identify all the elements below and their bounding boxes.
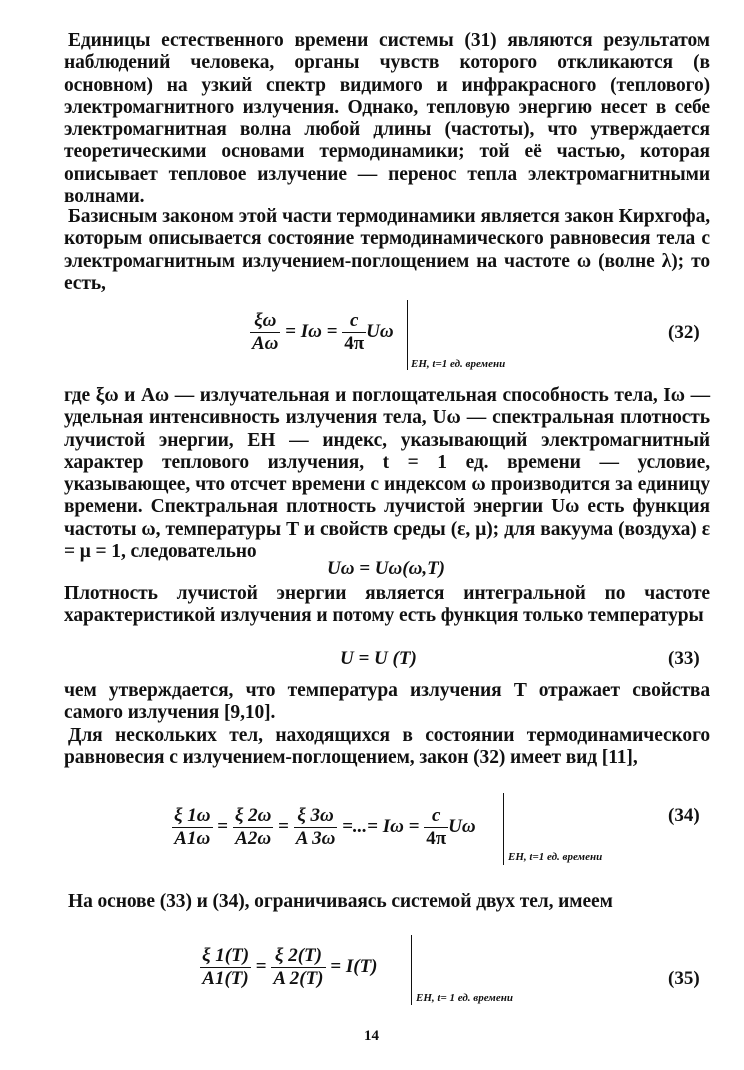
eq34-f1-den: A1ω	[174, 828, 211, 849]
eq34-f2-num: ξ 2ω	[234, 805, 272, 826]
eq32-4pi: 4π	[344, 333, 365, 354]
equation-number-34: (34)	[668, 805, 700, 826]
fraction-xi-over-a	[250, 310, 280, 355]
fraction-body-3	[294, 805, 338, 850]
eq34-fraction-c-over-4pi	[424, 805, 448, 850]
equation-34: $\frac{\xi 1\omega}{A1\omega}$ = $\frac{\xi 2\omega}{A2\omega}$ = $\frac{\xi 3\omega}{A 3\omega}$ =...= Iω = $\frac{c}{4\pi}$ Uω	[174, 805, 476, 849]
paragraph-several-bodies: Для нескольких тел, находящихся в состоянии термодинамического равновесия с излучением-поглощением, закон (32) имеет вид [11],	[64, 725, 710, 769]
paragraph-natural-time: Единицы естественного времени системы (31) являются результатом наблюдений человека, органы чувств которого откликаются (в основном) на узкий спектр видимого и инфракрасного (теплового) электромагнитного излучения. Однако, тепловую энергию несет в себе электромагнитная волна любой длины (частоты), что утверждается теоретическими основами термодинамики; той её частью, которая описывает тепловое излучение — перенос тепла электромагнитными волнами.	[64, 30, 710, 208]
paragraph-two-bodies: На основе (33) и (34), ограничиваясь системой двух тел, имеем	[68, 891, 613, 912]
eq32-c: c	[349, 310, 359, 331]
eq35-evaluation-bar	[411, 935, 412, 1005]
eq34-energy-density: Uω	[448, 815, 476, 837]
fraction-c-over-4pi	[342, 310, 366, 355]
paragraph-kirchhoff-law: Базисным законом этой части термодинамики является закон Кирхгофа, которым описывается состояние термодинамического равновесия тела с электромагнитным излучением-поглощением на частоте ω (волне λ); то есть,	[64, 206, 710, 294]
eq35-f2-den: A 2(T)	[273, 968, 324, 989]
eq34-evaluation-bar	[503, 793, 504, 865]
paragraph-integral-density: Плотность лучистой энергии является интегральной по частоте характеристикой излучения и потому есть функция только температуры	[64, 583, 710, 627]
eq32-numerator: ξω	[254, 310, 277, 331]
eq32-condition: EH, t=1 ед. времени	[411, 358, 506, 370]
fraction-body-1	[172, 805, 213, 850]
equation-inline-energy-density	[327, 558, 445, 580]
eq32-intensity: = Iω =	[285, 320, 338, 342]
eq34-c: c	[431, 805, 441, 826]
eq32-energy-density: Uω	[366, 320, 394, 342]
eq35-fraction-body-1	[200, 945, 251, 990]
eq35-f1-num: ξ 1(T)	[202, 945, 250, 966]
equation-number-32: (32)	[668, 322, 700, 343]
equation-number-35: (35)	[668, 968, 700, 989]
eq35-f2-num: ξ 2(T)	[274, 945, 322, 966]
page-number: 14	[364, 1028, 379, 1044]
eq35-fraction-body-2	[271, 945, 325, 990]
eq32-denominator: Aω	[252, 333, 279, 354]
eq34-condition: EH, t=1 ед. времени	[508, 851, 603, 863]
eq34-f2-den: A2ω	[235, 828, 272, 849]
eq-inline-text: Uω = Uω(ω,T)	[327, 558, 445, 579]
eq35-condition: EH, t= 1 ед. времени	[416, 992, 513, 1004]
eq35-intensity-temperature: = I(T)	[330, 955, 378, 977]
eq32-evaluation-bar	[407, 300, 408, 370]
equation-number-33: (33)	[668, 648, 700, 669]
equation-35: $\frac{\xi 1(T)}{A1(T)}$ = $\frac{\xi 2(T)}{A 2(T)}$ = I(T)	[202, 945, 378, 989]
equation-32	[250, 310, 394, 355]
eq34-intensity: =...= Iω =	[342, 815, 420, 837]
eq34-f3-den: A 3ω	[295, 828, 336, 849]
eq33-text: U = U (T)	[340, 648, 417, 669]
eq34-4pi: 4π	[426, 828, 447, 849]
eq34-f1-num: ξ 1ω	[174, 805, 211, 826]
paragraph-radiation-temperature: чем утверждается, что температура излучения T отражает свойства самого излучения [9,10].	[64, 680, 710, 724]
fraction-body-2	[233, 805, 274, 850]
paragraph-definitions: где ξω и Aω — излучательная и поглощательная способность тела, Iω — удельная интенсивность излучения тела, Uω — спектральная плотность лучистой энергии, EH — индекс, указывающий электромагнитный характер теплового излучения, t = 1 ед. времени — условие, указывающее, что отсчет времени с индексом ω производится за единицу времени. Спектральная плотность лучистой энергии Uω есть функция частоты ω, температуры T и свойств среды (ε, μ); для вакуума (воздуха) ε = μ = 1, следовательно	[64, 385, 710, 563]
eq34-f3-num: ξ 3ω	[297, 805, 334, 826]
equation-33	[340, 648, 417, 670]
eq35-f1-den: A1(T)	[202, 968, 249, 989]
